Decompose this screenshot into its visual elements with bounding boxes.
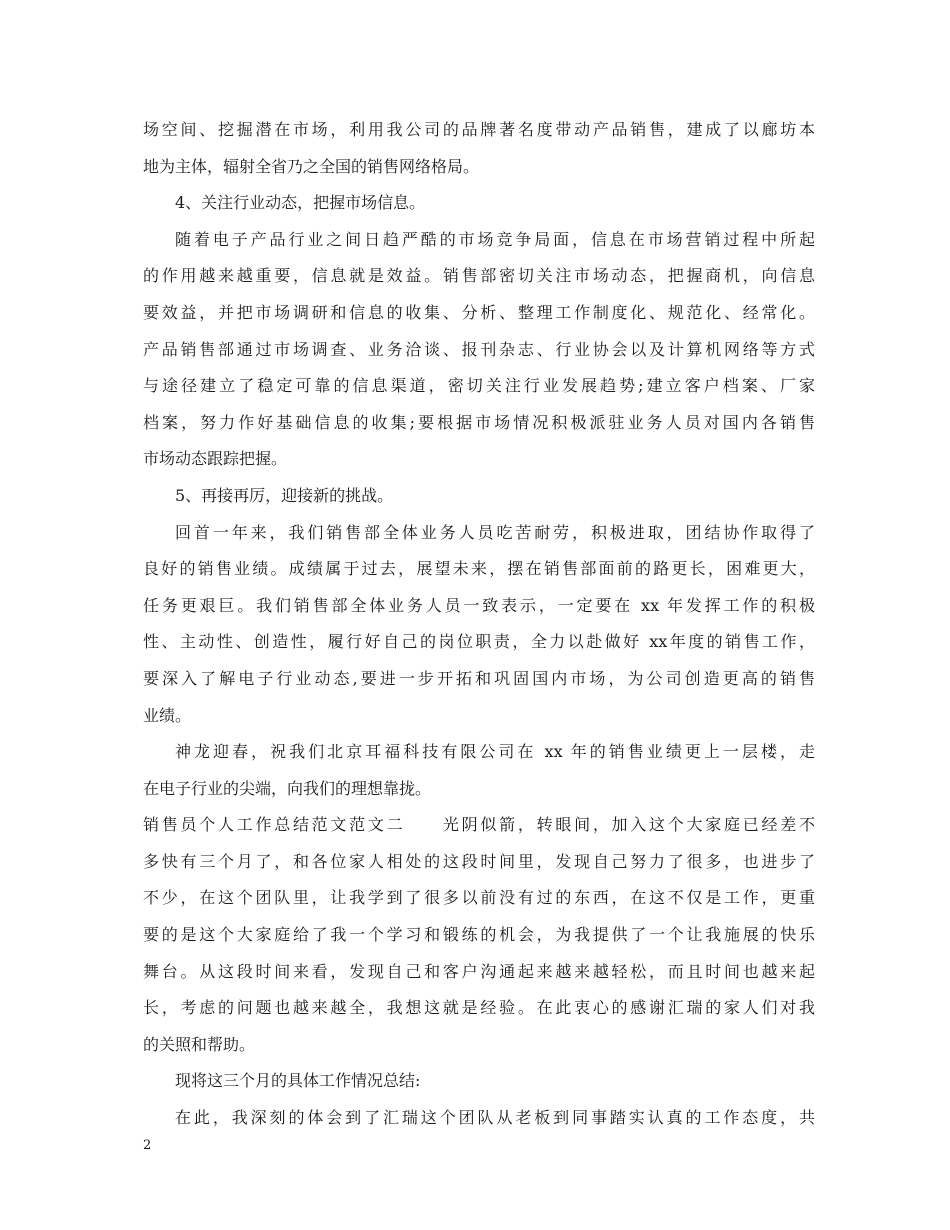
paragraph xyxy=(143,112,815,185)
text-line: 产品销售部通过市场调查、业务洽谈、报刊杂志、行业协会以及计算机网络等方式 xyxy=(143,339,815,359)
text-line: 业绩。 xyxy=(143,705,192,725)
paragraph xyxy=(143,734,815,807)
text-line: 档案，努力作好基础信息的收集;要根据市场情况积极派驻业务人员对国内各销售 xyxy=(143,412,815,432)
text-line: 舞台。从这段时间来看，发现自己和客户沟通起来越来越轻松，而且时间也越来起 xyxy=(143,961,815,981)
text-line: 良好的销售业绩。成绩属于过去，展望未来，摆在销售部面前的路更长，困难更大， xyxy=(143,559,815,579)
text-line: 长，考虑的问题也越来越全，我想这就是经验。在此衷心的感谢汇瑞的家人们对我 xyxy=(143,998,815,1018)
text-line: 5、再接再厉，迎接新的挑战。 xyxy=(175,485,394,505)
text-line: 要深入了解电子行业动态,要进一步开拓和巩固国内市场，为公司创造更高的销售 xyxy=(143,668,815,688)
text-line: 多快有三个月了，和各位家人相处的这段时间里，发现自己努力了很多，也进步了 xyxy=(143,851,815,871)
text-line: 的关照和帮助。 xyxy=(143,1034,256,1054)
text-line: 在此，我深刻的体会到了汇瑞这个团队从老板到同事踏实认真的工作态度，共 xyxy=(175,1108,815,1128)
text-line: 随着电子产品行业之间日趋严酷的市场竞争局面，信息在市场营销过程中所起 xyxy=(175,229,815,249)
text-line: 任务更艰巨。我们销售部全体业务人员一致表示，一定要在 xx 年发挥工作的积极 xyxy=(143,595,815,615)
text-line: 性、主动性、创造性，履行好自己的岗位职责，全力以赴做好 xx年度的销售工作， xyxy=(143,632,815,652)
text-line: 地为主体，辐射全省乃之全国的销售网络格局。 xyxy=(143,156,480,176)
text-line: 市场动态跟踪把握。 xyxy=(143,449,288,469)
text-line: 的作用越来越重要，信息就是效益。销售部密切关注市场动态，把握商机，向信息 xyxy=(143,266,815,286)
paragraph xyxy=(143,1063,815,1100)
text-line: 回首一年来，我们销售部全体业务人员吃苦耐劳，积极进取，团结协作取得了 xyxy=(175,522,815,542)
paragraph xyxy=(143,478,815,515)
paragraph xyxy=(143,515,815,735)
text-line: 4、关注行业动态，把握市场信息。 xyxy=(175,193,426,213)
text-line: 现将这三个月的具体工作情况总结: xyxy=(175,1071,421,1091)
text-line: 要效益，并把市场调研和信息的收集、分析、整理工作制度化、规范化、经常化。 xyxy=(143,302,815,322)
paragraph xyxy=(143,185,815,222)
text-line: 神龙迎春，祝我们北京耳福科技有限公司在 xx 年的销售业绩更上一层楼，走 xyxy=(175,742,815,762)
text-line: 在电子行业的尖端，向我们的理想靠拢。 xyxy=(143,778,432,798)
text-line: 场空间、挖掘潜在市场，利用我公司的品牌著名度带动产品销售，建成了以廊坊本 xyxy=(143,120,815,139)
text-line: 与途径建立了稳定可靠的信息渠道，密切关注行业发展趋势;建立客户档案、厂家 xyxy=(143,376,815,396)
text-line: 不少，在这个团队里，让我学到了很多以前没有过的东西，在这不仅是工作，更重 xyxy=(143,888,815,908)
paragraph xyxy=(143,807,815,1063)
text-line: 要的是这个大家庭给了我一个学习和锻练的机会，为我提供了一个让我施展的快乐 xyxy=(143,925,815,945)
document-body xyxy=(143,112,815,1137)
paragraph xyxy=(143,1100,815,1137)
page-number: 2 xyxy=(143,1138,152,1153)
text-line: 销售员个人工作总结范文范文二 光阴似箭，转眼间，加入这个大家庭已经差不 xyxy=(143,815,815,835)
paragraph xyxy=(143,222,815,478)
